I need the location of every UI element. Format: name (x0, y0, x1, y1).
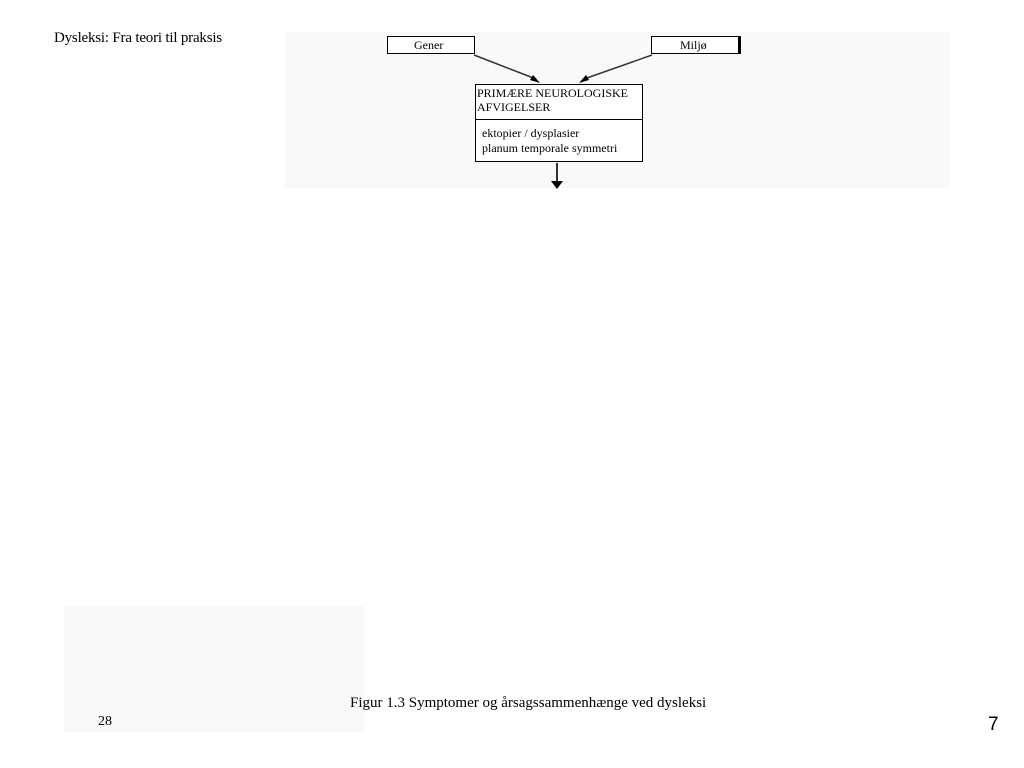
gener-box (387, 36, 475, 54)
miljo-box (651, 36, 739, 54)
miljo-label: Miljø (680, 38, 707, 52)
main-box-body-line1: ektopier / dysplasier (482, 126, 580, 140)
document-title: Dysleksi: Fra teori til praksis (54, 30, 222, 46)
miljo-box-shadow (738, 36, 741, 54)
slide-number: 7 (988, 714, 999, 735)
main-box-heading-line1: PRIMÆRE NEUROLOGISKE (477, 86, 629, 100)
main-box-heading (477, 86, 628, 114)
figure-caption: Figur 1.3 Symptomer og årsagssammenhænge ved dysleksi (350, 695, 707, 711)
main-box-divider (476, 119, 642, 120)
main-box-heading-line2: AFVIGELSER (477, 100, 551, 114)
main-box-body (482, 126, 617, 156)
page-number: 28 (98, 714, 112, 729)
primary-neurological-box (475, 84, 643, 162)
main-box-body-line2: planum temporale symmetri (482, 141, 618, 155)
gener-label: Gener (414, 38, 444, 52)
